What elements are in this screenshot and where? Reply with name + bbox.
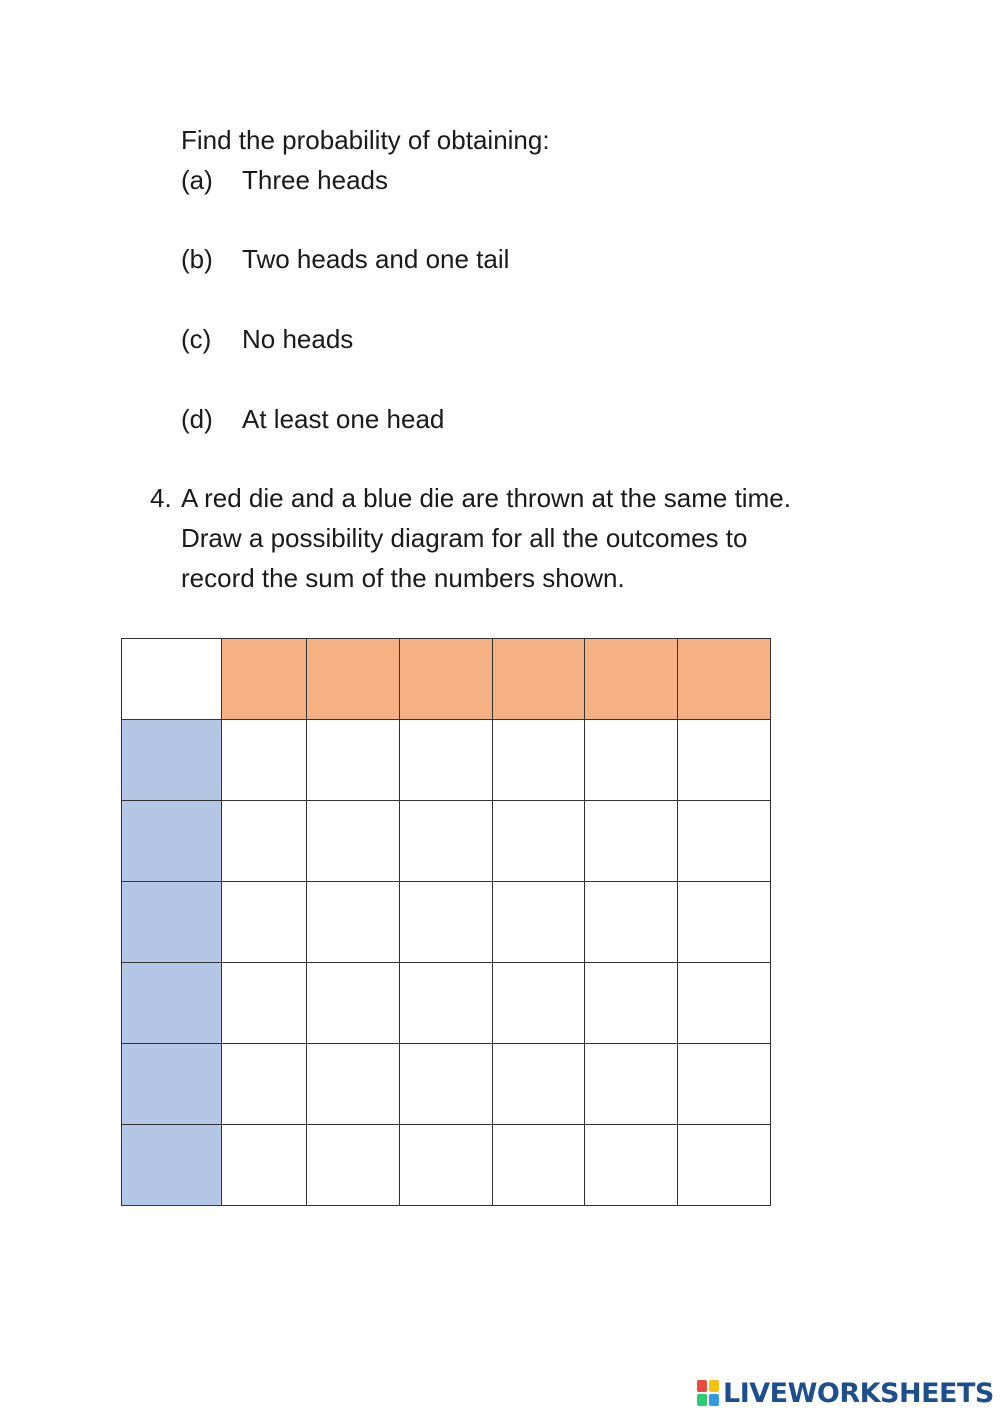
sum-cell[interactable] [493, 882, 585, 963]
corner-cell [122, 639, 222, 720]
part-label: (c) [181, 324, 212, 354]
logo-square-red [697, 1380, 707, 1392]
sum-cell[interactable] [678, 882, 771, 963]
blue-die-header-cell[interactable] [122, 882, 222, 963]
grid-row [122, 963, 771, 1044]
sum-cell[interactable] [493, 1044, 585, 1125]
sum-cell[interactable] [400, 882, 493, 963]
blue-die-header-cell[interactable] [122, 1125, 222, 1206]
red-die-header-cell[interactable] [585, 639, 678, 720]
sum-cell[interactable] [493, 720, 585, 801]
question-line: record the sum of the numbers shown. [181, 563, 625, 593]
sum-cell[interactable] [585, 720, 678, 801]
sum-cell[interactable] [222, 801, 307, 882]
grid-row [122, 801, 771, 882]
grid-row [122, 1044, 771, 1125]
logo-square-green [697, 1394, 707, 1406]
sum-cell[interactable] [678, 1125, 771, 1206]
blue-die-header-cell[interactable] [122, 1044, 222, 1125]
sum-cell[interactable] [585, 1125, 678, 1206]
part-label: (a) [181, 165, 213, 195]
sum-cell[interactable] [678, 1044, 771, 1125]
sum-cell[interactable] [307, 720, 400, 801]
intro-text: Find the probability of obtaining: [181, 125, 550, 155]
logo-text: LIVEWORKSHEETS [723, 1377, 994, 1409]
sum-cell[interactable] [400, 720, 493, 801]
grid-row [122, 720, 771, 801]
possibility-diagram [121, 638, 771, 1206]
red-die-header-cell[interactable] [400, 639, 493, 720]
blue-die-header-cell[interactable] [122, 720, 222, 801]
liveworksheets-logo-icon [697, 1380, 719, 1406]
red-die-header-cell[interactable] [307, 639, 400, 720]
sum-cell[interactable] [493, 1125, 585, 1206]
sum-cell[interactable] [307, 882, 400, 963]
question-line: Draw a possibility diagram for all the outcomes to [181, 523, 748, 553]
blue-die-header-cell[interactable] [122, 801, 222, 882]
logo-square-yellow [709, 1380, 719, 1392]
sum-cell[interactable] [400, 801, 493, 882]
part-label: (b) [181, 244, 213, 274]
sum-cell[interactable] [678, 963, 771, 1044]
liveworksheets-logo[interactable] [697, 1377, 994, 1409]
sum-cell[interactable] [400, 963, 493, 1044]
part-label: (d) [181, 404, 213, 434]
logo-square-blue [709, 1394, 719, 1406]
sum-cell[interactable] [222, 963, 307, 1044]
sum-cell[interactable] [585, 801, 678, 882]
sum-cell[interactable] [493, 801, 585, 882]
header-row [122, 639, 771, 720]
sum-cell[interactable] [678, 720, 771, 801]
part-text: Two heads and one tail [242, 244, 510, 274]
grid-row [122, 1125, 771, 1206]
sum-cell[interactable] [585, 1044, 678, 1125]
sum-cell[interactable] [222, 1044, 307, 1125]
sum-cell[interactable] [585, 963, 678, 1044]
sum-cell[interactable] [678, 801, 771, 882]
red-die-header-cell[interactable] [222, 639, 307, 720]
red-die-header-cell[interactable] [678, 639, 771, 720]
blue-die-header-cell[interactable] [122, 963, 222, 1044]
sum-cell[interactable] [585, 882, 678, 963]
question-line: A red die and a blue die are thrown at the same time. [181, 483, 791, 513]
question-number: 4. [150, 483, 172, 513]
sum-cell[interactable] [222, 1125, 307, 1206]
red-die-header-cell[interactable] [493, 639, 585, 720]
sum-cell[interactable] [400, 1044, 493, 1125]
part-text: Three heads [242, 165, 388, 195]
part-text: No heads [242, 324, 354, 354]
sum-cell[interactable] [493, 963, 585, 1044]
sum-cell[interactable] [400, 1125, 493, 1206]
sum-cell[interactable] [307, 1125, 400, 1206]
grid-row [122, 882, 771, 963]
sum-cell[interactable] [307, 1044, 400, 1125]
sum-cell[interactable] [307, 963, 400, 1044]
sum-cell[interactable] [222, 882, 307, 963]
sum-cell[interactable] [307, 801, 400, 882]
sum-cell[interactable] [222, 720, 307, 801]
part-text: At least one head [242, 404, 445, 434]
